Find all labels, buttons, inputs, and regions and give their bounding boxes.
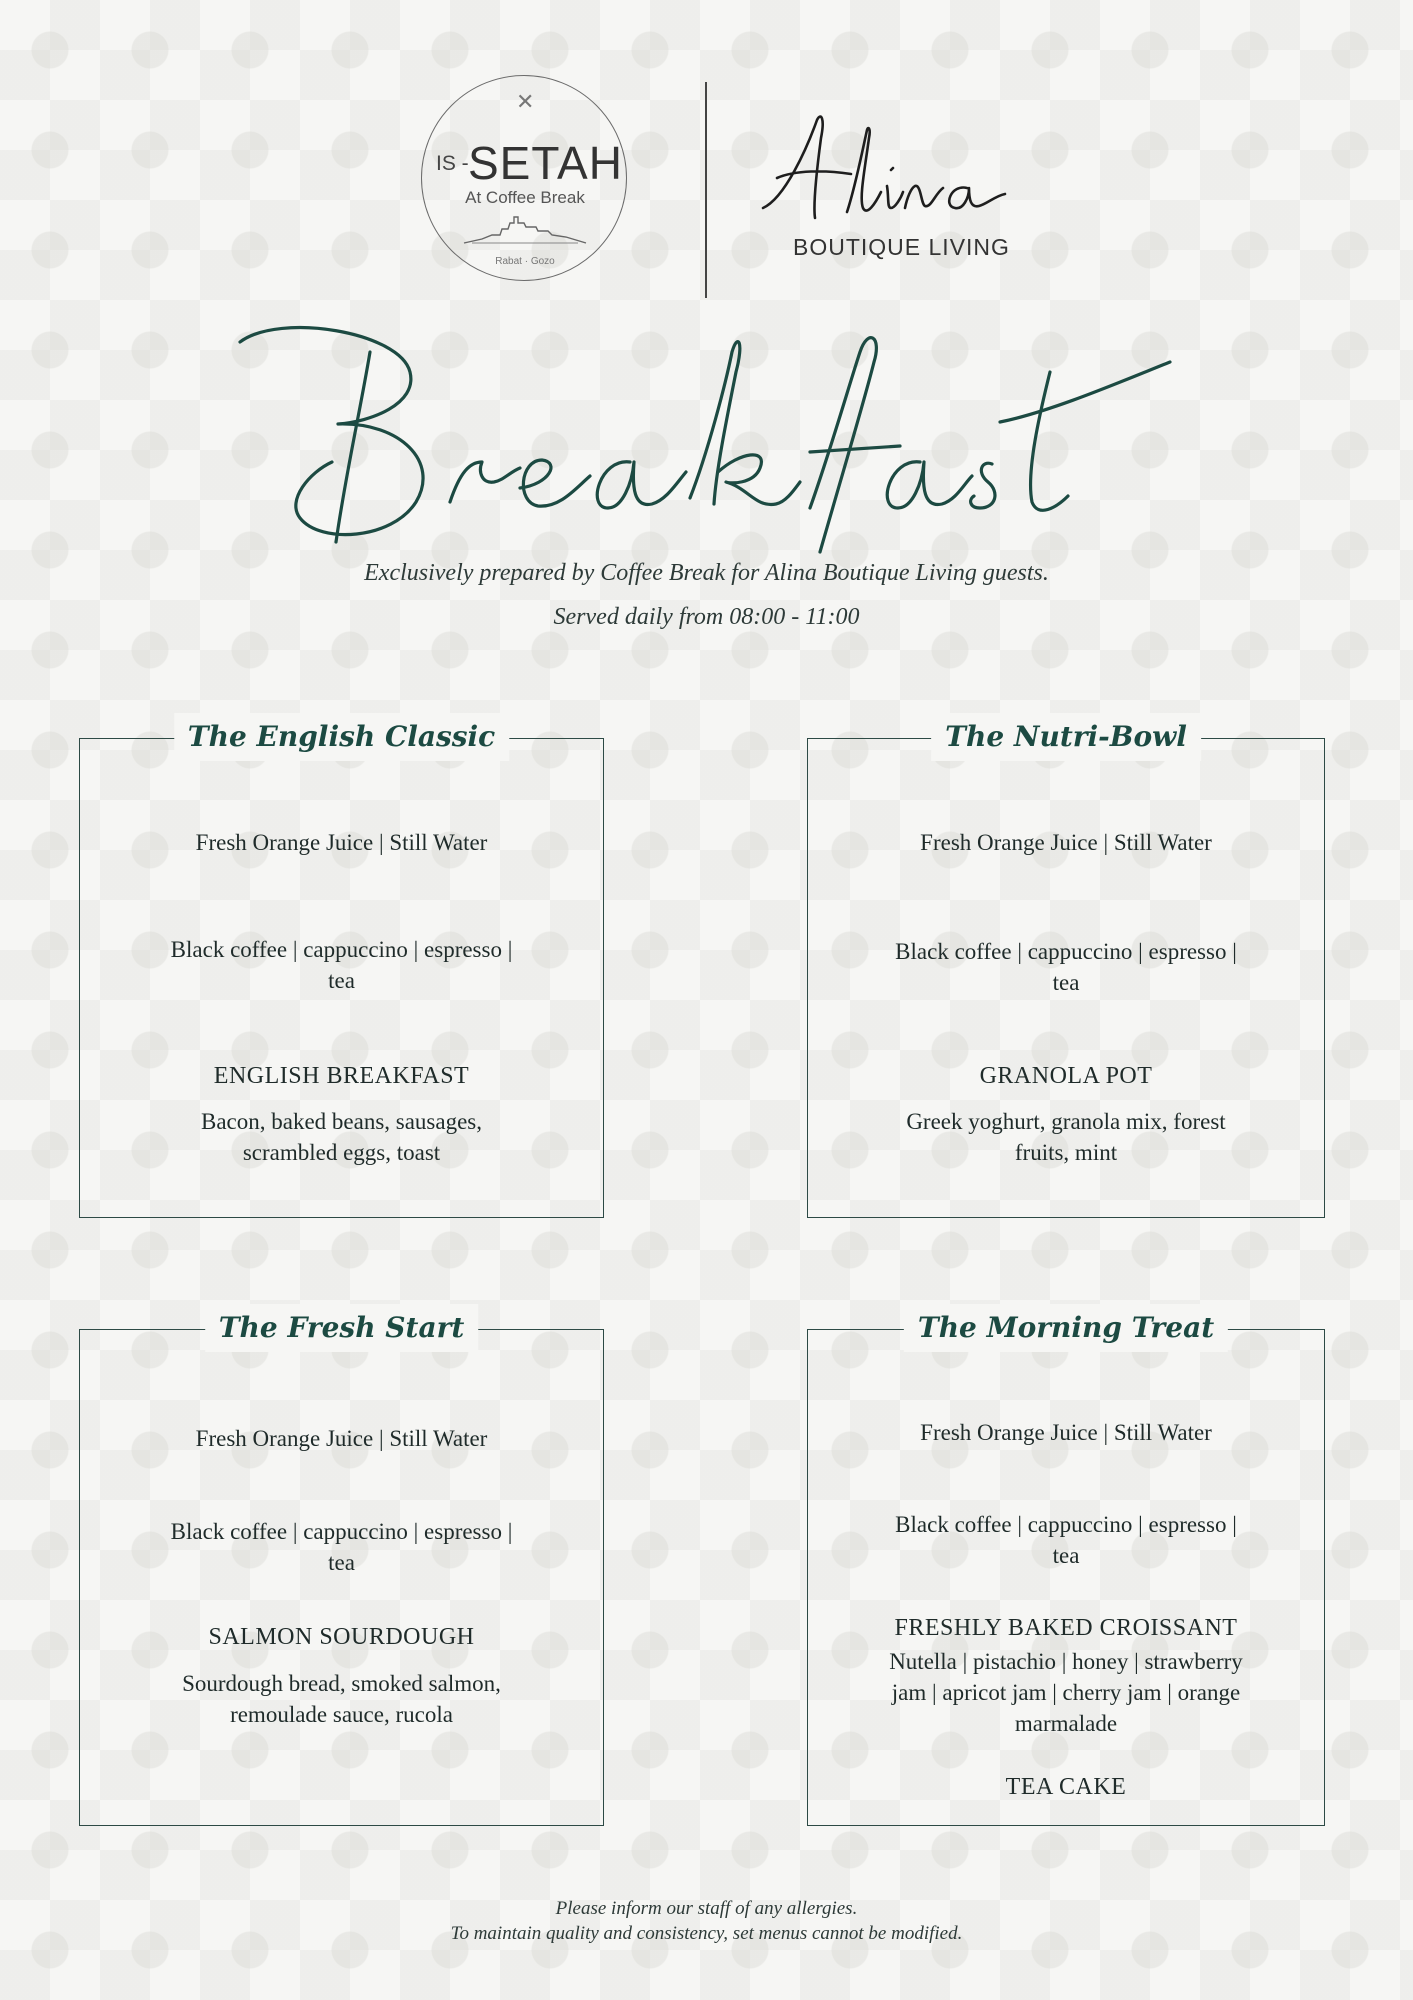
menu-box-english-classic bbox=[79, 720, 604, 1218]
breakfast-script-title bbox=[220, 312, 1200, 562]
menu-dish-heading: FRESHLY BAKED CROISSANT bbox=[894, 1615, 1238, 1641]
menu-dish-description: Sourdough bread, smoked salmon, bbox=[182, 1671, 501, 1696]
menu-dish-description: Nutella | pistachio | honey | strawberry bbox=[889, 1649, 1243, 1674]
menu-drinks-line: Fresh Orange Juice | Still Water bbox=[195, 1426, 488, 1451]
menu-drinks-line: Fresh Orange Juice | Still Water bbox=[195, 830, 488, 855]
menu-drinks-line: Fresh Orange Juice | Still Water bbox=[920, 830, 1212, 855]
town-skyline-icon bbox=[462, 209, 588, 247]
menu-dish-heading: TEA CAKE bbox=[1005, 1774, 1127, 1800]
footer-allergy-note: Please inform our staff of any allergies. bbox=[555, 1898, 858, 1919]
alina-subtitle: BOUTIQUE LIVING bbox=[793, 234, 1010, 260]
menu-dish-heading: SALMON SOURDOUGH bbox=[208, 1624, 475, 1650]
footer-modification-note: To maintain quality and consistency, set menus cannot be modified. bbox=[450, 1923, 963, 1944]
menu-dish-description: fruits, mint bbox=[1014, 1140, 1118, 1165]
menu-dish-heading: ENGLISH BREAKFAST bbox=[213, 1063, 470, 1089]
menu-dish-description: marmalade bbox=[1014, 1711, 1118, 1736]
menu-drinks-line: tea bbox=[1052, 1543, 1080, 1568]
setah-name: SETAH bbox=[468, 137, 623, 189]
setah-location: Rabat · Gozo bbox=[495, 256, 555, 267]
menu-dish-description: remoulade sauce, rucola bbox=[230, 1702, 453, 1727]
menu-dish-description: jam | apricot jam | cherry jam | orange bbox=[891, 1680, 1241, 1705]
intro-line-1: Exclusively prepared by Coffee Break for Alina Boutique Living guests. bbox=[364, 560, 1049, 586]
setah-logo bbox=[421, 75, 627, 281]
alina-logo bbox=[755, 108, 1045, 268]
intro-line-2: Served daily from 08:00 - 11:00 bbox=[553, 604, 860, 630]
alina-script-logo bbox=[755, 108, 1045, 238]
cross-icon: ✕ bbox=[516, 90, 535, 115]
menu-drinks-line: Black coffee | cappuccino | espresso | bbox=[170, 1519, 513, 1544]
menu-dish-description: Bacon, baked beans, sausages, bbox=[200, 1109, 483, 1134]
menu-drinks-line: Black coffee | cappuccino | espresso | bbox=[895, 939, 1237, 964]
menu-title: The Fresh Start bbox=[205, 1304, 479, 1352]
menu-box-morning-treat bbox=[807, 1311, 1325, 1826]
menu-title: The English Classic bbox=[174, 713, 509, 761]
menu-title: The Morning Treat bbox=[904, 1304, 1228, 1352]
menu-drinks-line: tea bbox=[1052, 970, 1080, 995]
menu-drinks-line: Black coffee | cappuccino | espresso | bbox=[895, 1512, 1237, 1537]
menu-drinks-line: tea bbox=[328, 968, 355, 993]
menu-drinks-line: Black coffee | cappuccino | espresso | bbox=[170, 937, 513, 962]
menu-box-fresh-start bbox=[79, 1311, 604, 1826]
menu-dish-description: Greek yoghurt, granola mix, forest bbox=[906, 1109, 1226, 1134]
menu-drinks-line: tea bbox=[328, 1550, 355, 1575]
menu-dish-heading: GRANOLA POT bbox=[979, 1063, 1153, 1089]
setah-prefix: IS - bbox=[436, 152, 469, 175]
menu-dish-description: scrambled eggs, toast bbox=[242, 1140, 441, 1165]
menu-box-nutri-bowl bbox=[807, 720, 1325, 1218]
menu-title: The Nutri-Bowl bbox=[931, 713, 1201, 761]
menu-drinks-line: Fresh Orange Juice | Still Water bbox=[920, 1420, 1212, 1445]
setah-subtitle: At Coffee Break bbox=[465, 188, 585, 207]
logo-divider bbox=[705, 82, 707, 298]
